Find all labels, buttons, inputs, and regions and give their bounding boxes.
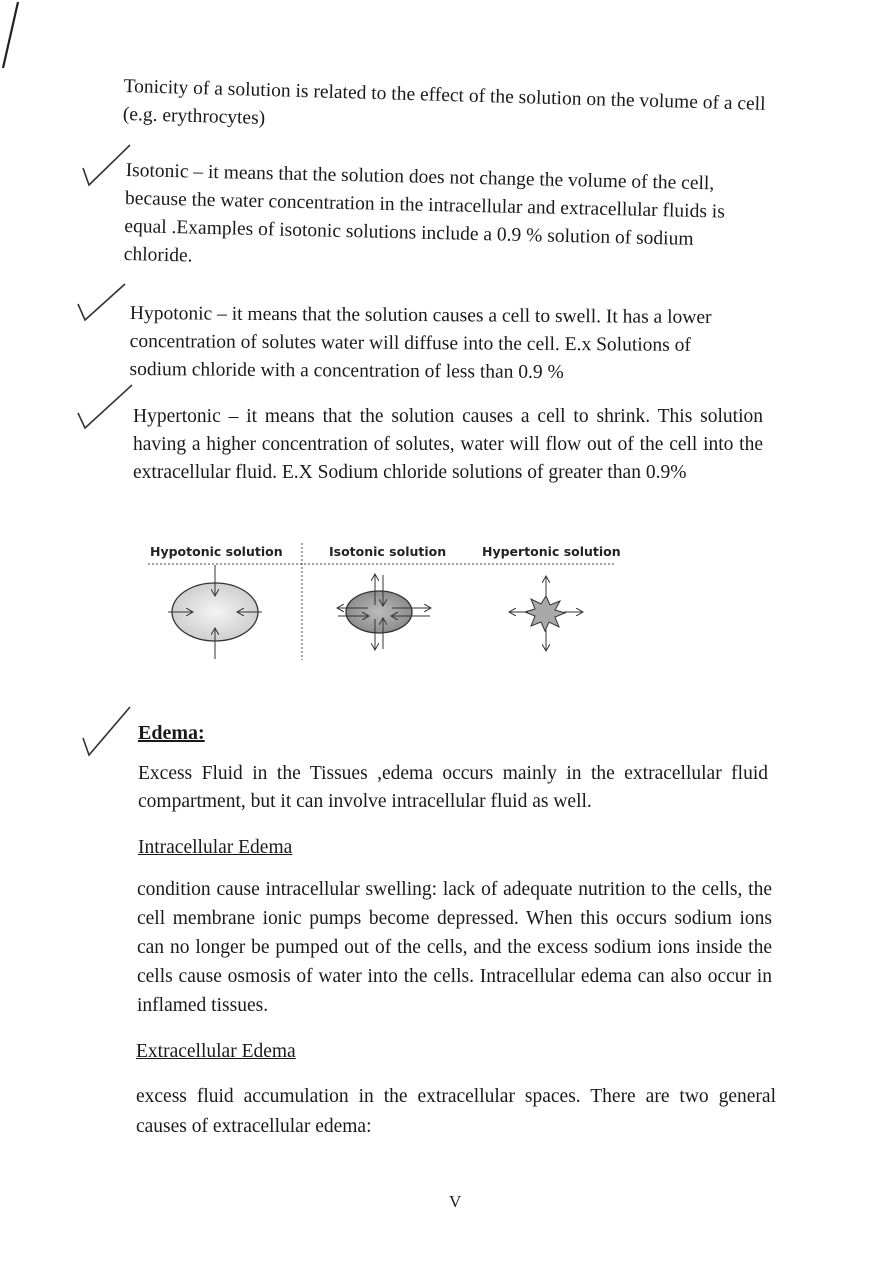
check-mark-icon [80,705,132,757]
diagram-label-hypertonic: Hypertonic solution [482,544,621,559]
pen-stroke-mark [0,0,30,75]
diagram-label-isotonic: Isotonic solution [329,544,447,559]
edema-heading: Edema: [138,722,205,744]
check-mark-icon [75,282,127,324]
shrunken-cell-icon [510,577,582,650]
normal-cell-icon [338,575,430,649]
swollen-cell-icon [168,565,262,659]
intracellular-edema-paragraph: condition cause intracellular swelling: lack of adequate nutrition to the cells, the cell membrane ionic pumps become depressed. When this occurs sodium ions can no longer be pumped out of the cells, and the excess sodium ions inside the cells cause osmosis of water into the cells. Intracellular edema can also occur in inflamed tissues. [137,879,772,1016]
intro-paragraph: Tonicity of a solution is related to the effect of the solution on the volume of a cell (e.g. erythrocytes) [122,75,766,129]
page-number: V [449,1192,462,1211]
hypotonic-paragraph: Hypotonic – it means that the solution causes a cell to swell. It has a lower concentration of solutes water will diffuse into the cell. E.x Solutions of sodium chloride with a concentration of less than 0.9 % [129,302,712,384]
extracellular-edema-title: Extracellular Edema [136,1041,296,1062]
hypertonic-paragraph: Hypertonic – it means that the solution causes a cell to shrink. This solution having a higher concentration of solutes, water will flow out of the cell into the extracellular fluid. E.X Sodium chloride solutions of greater than 0.9% [133,406,763,483]
check-mark-icon [75,383,135,431]
extracellular-edema-paragraph: excess fluid accumulation in the extracellular spaces. There are two general causes of extracellular edema: [136,1086,776,1137]
edema-intro-paragraph: Excess Fluid in the Tissues ,edema occurs mainly in the extracellular fluid compartment, but it can involve intracellular fluid as well. [138,763,768,812]
intracellular-edema-title: Intracellular Edema [138,837,293,858]
check-mark-icon [80,143,132,188]
isotonic-paragraph: Isotonic – it means that the solution does not change the volume of the cell, because the water concentration in the intracellular and extracellular fluids is equal .Examples of isotonic solutions include a 0.9 % solution of sodium chloride. [123,159,726,267]
tonicity-diagram [140,535,630,665]
diagram-label-hypotonic: Hypotonic solution [150,544,283,559]
